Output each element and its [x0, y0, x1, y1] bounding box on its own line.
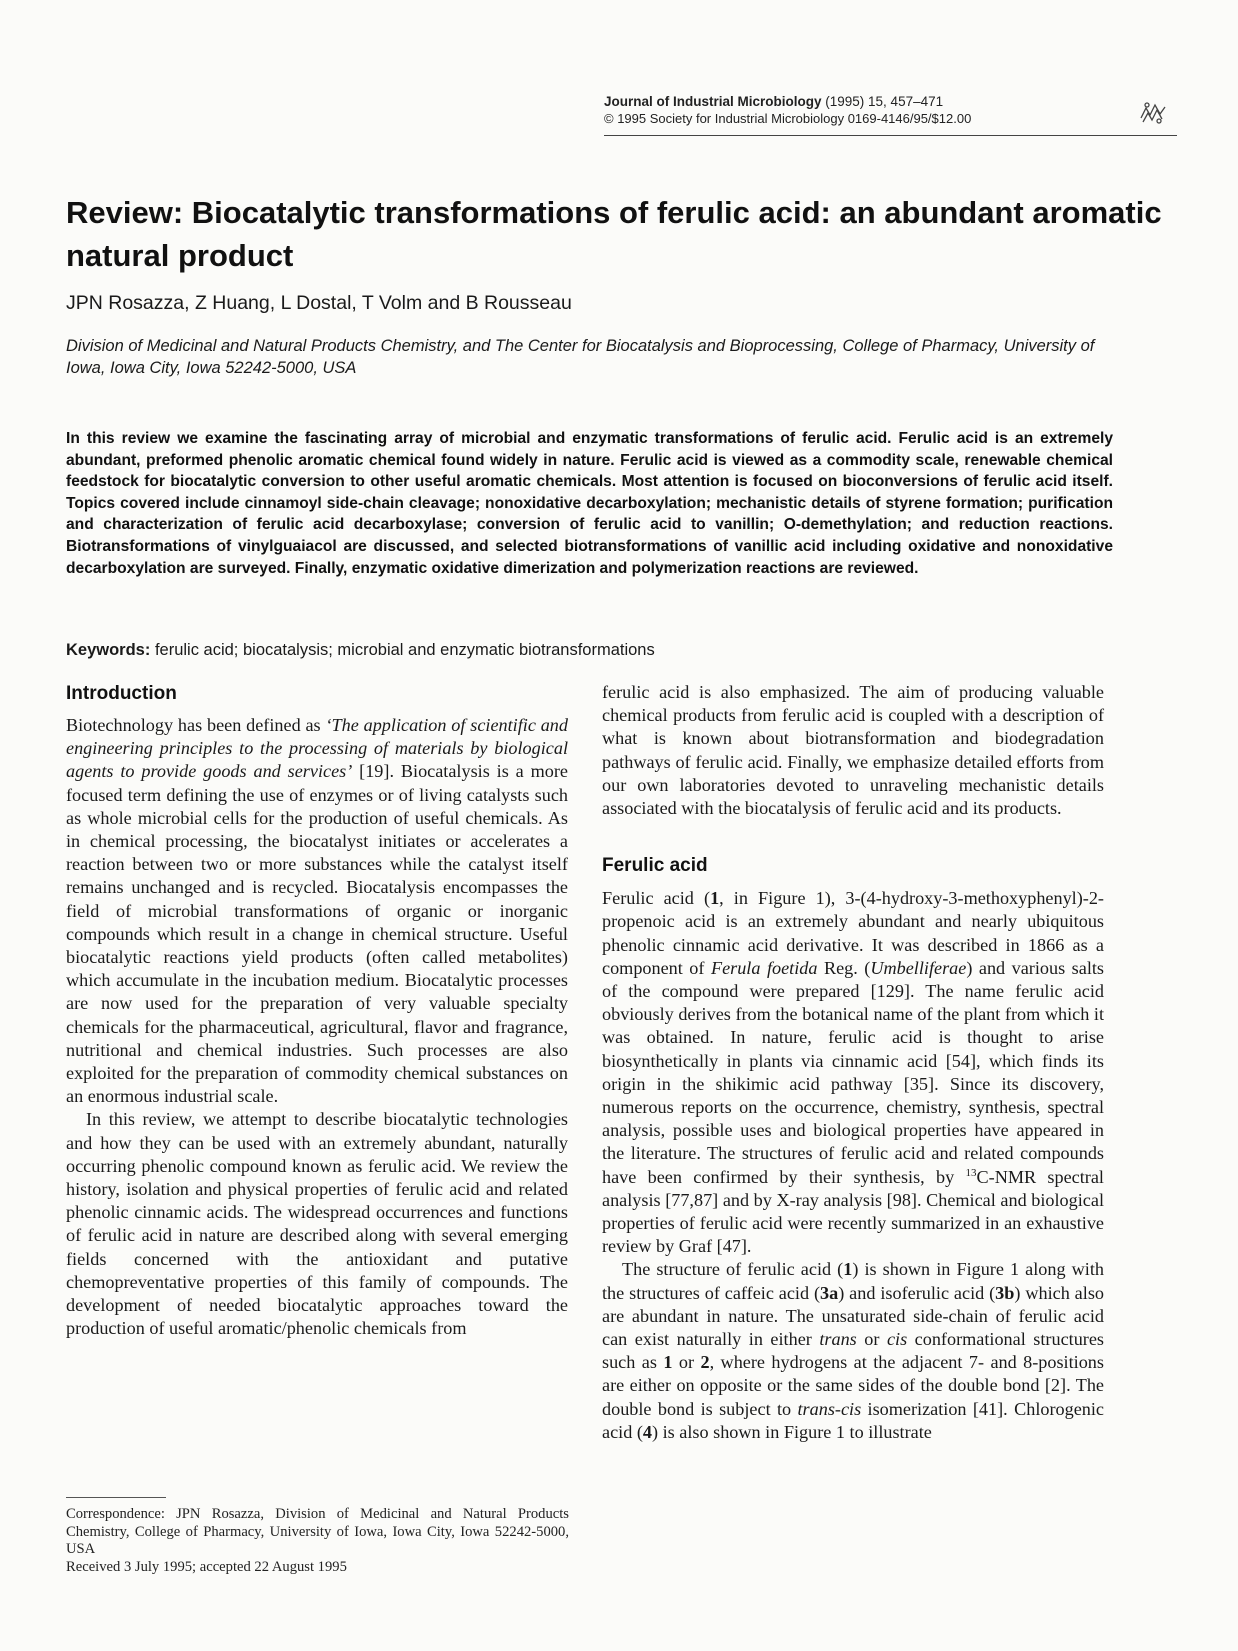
- compound-number: 4: [642, 1421, 652, 1442]
- stereo-term: cis: [886, 1329, 908, 1350]
- section-heading-ferulic-acid: Ferulic acid: [602, 855, 708, 877]
- body-text: isomerization [41]. Chlorogenic acid (: [602, 1398, 1104, 1442]
- ferulic-paragraph-1: [602, 887, 1104, 1258]
- abstract: In this review we examine the fascinating array of microbial and enzymatic transformations of ferulic acid. Ferulic acid is an extremely abundant, preformed phenolic aromatic chemical found widely in nature. Ferulic acid is viewed as a commodity scale, renewable chemical feedstock for biocatalytic conversion to other useful aromatic chemicals. Most attention is focused on bioconversions of ferulic acid itself. Topics covered include cinnamoyl side-chain cleavage; nonoxidative decarboxylation; mechanistic details of styrene formation; purification and characterization of ferulic acid decarboxylase; conversion of ferulic acid to vanillin; O-demethylation; and reduction reactions. Biotransformations of vinylguaiacol are discussed, and selected biotransformations of vanillic acid including oxidative and nonoxidative decarboxylation are surveyed. Finally, enzymatic oxidative dimerization and polymerization reactions are reviewed.: [66, 430, 1113, 577]
- body-text: conformational structures such as: [602, 1329, 1104, 1373]
- body-text: ) is shown in Figure 1 along with the structures of caffeic acid (: [602, 1259, 1104, 1303]
- journal-citation: [604, 93, 1164, 110]
- body-text: Ferulic acid (: [602, 888, 711, 909]
- family-name: Umbelliferae: [870, 957, 967, 978]
- intro-paragraph-2: In this review, we attempt to describe biocatalytic technologies and how they can be used with an extremely abundant, naturally occurring phenolic compound known as ferulic acid. We review the history, isolation and physical properties of ferulic acid and related phenolic cinnamic acids. The widespread occurrences and functions of ferulic acid in nature are described along with several emerging fields concerned with the antioxidant and putative chemopreventative properties of this family of compounds. The development of needed biocatalytic approaches toward the production of useful aromatic/phenolic chemicals from: [66, 1109, 568, 1339]
- society-logo-icon: [1138, 100, 1168, 126]
- intro-text: Biotechnology has been defined as: [66, 715, 326, 735]
- journal-name: Journal of Industrial Microbiology: [604, 94, 822, 109]
- article-title: Review: Biocatalytic transformations of ferulic acid: an abundant aromatic natural product: [66, 195, 1162, 273]
- right-column: [602, 681, 1104, 1444]
- correspondence-note: Correspondence: JPN Rosazza, Division of Medicinal and Natural Products Chemistry, College of Pharmacy, University of Iowa, Iowa City, Iowa 52242-5000, USA: [66, 1506, 569, 1558]
- left-column: [66, 682, 568, 1340]
- body-text: The structure of ferulic acid (: [622, 1259, 844, 1280]
- body-text: or: [672, 1352, 701, 1373]
- keywords-list: ferulic acid; biocatalysis; microbial and enzymatic biotransformations: [150, 641, 655, 659]
- stereo-term: trans-cis: [797, 1398, 862, 1419]
- isotope-superscript: 13: [965, 1166, 977, 1179]
- body-text: C-NMR spectral analysis [77,87] and by X-ray analysis [98]. Chemical and biological properties of ferulic acid were recently summarized in an exhaustive review by Graf [47].: [602, 1166, 1104, 1257]
- body-text: or: [856, 1329, 887, 1350]
- stereo-term: trans: [819, 1329, 857, 1350]
- compound-number: 1: [843, 1259, 853, 1280]
- compound-number: 2: [700, 1352, 710, 1373]
- received-dates: Received 3 July 1995; accepted 22 August 1995: [66, 1558, 347, 1575]
- keywords-label: Keywords:: [66, 641, 151, 659]
- body-text: , in Figure 1), 3-(4-hydroxy-3-methoxyphenyl)-2-propenoic acid is an extremely abundant and nearly ubiquitous phenolic cinnamic acid derivative. It was described in 1866 as a component of: [602, 888, 1104, 978]
- footnote-rule: [66, 1497, 166, 1498]
- section-heading-introduction: Introduction: [66, 683, 177, 704]
- journal-volume-pages: (1995) 15, 457–471: [821, 94, 944, 109]
- journal-header: [604, 93, 1164, 127]
- compound-number: 1: [663, 1352, 673, 1373]
- body-text: ) and various salts of the compound were prepared [129]. The name ferulic acid obviously derives from the botanical name of the plant from which it was obtained. In nature, ferulic acid is thought to arise biosynthetically in plants via cinnamic acid [54], which finds its origin in the shikimic acid pathway [35]. Since its discovery, numerous reports on the occurrence, chemistry, synthesis, spectral analysis, possible uses and biological properties have appeared in the literature. The structures of ferulic acid and related compounds have been confirmed by their synthesis, by: [602, 957, 1104, 1187]
- ferulic-paragraph-2: [602, 1258, 1104, 1444]
- body-text: ) is also shown in Figure 1 to illustrate: [652, 1421, 932, 1442]
- body-text: ) which also are abundant in nature. The unsaturated side-chain of ferulic acid can exist naturally in either: [602, 1282, 1104, 1350]
- compound-number: 1: [710, 888, 720, 909]
- definition-quote: ‘The application of scientific and engineering principles to the processing of materials by biological agents to provide goods and services’: [66, 715, 568, 782]
- affiliation: Division of Medicinal and Natural Products Chemistry, and The Center for Biocatalysis and Bioprocessing, College of Pharmacy, University of Iowa, Iowa City, Iowa 52242-5000, USA: [66, 337, 1095, 377]
- intro-paragraph-2-continued: ferulic acid is also emphasized. The aim of producing valuable chemical products from ferulic acid is coupled with a description of what is known about biotransformation and biodegradation pathways of ferulic acid. Finally, we emphasize detailed efforts from our own laboratories devoted to unraveling mechanistic details associated with the biocatalysis of ferulic acid and its products.: [602, 682, 1104, 819]
- body-text: , where hydrogens at the adjacent 7- and 8-positions are either on opposite or the same sides of the double bond [2]. The double bond is subject to: [602, 1352, 1104, 1419]
- species-name: Ferula foetida: [710, 957, 818, 978]
- compound-number: 3b: [995, 1282, 1015, 1303]
- intro-text: [19]. Biocatalysis is a more focused term defining the use of enzymes or of living catalysts such as whole microbial cells for the production of useful chemicals. As in chemical processing, the biocatalyst initiates or accelerates a reaction between two or more substances while the catalyst itself remains unchanged and is recycled. Biocatalysis encompasses the field of microbial transformations of organic or inorganic compounds which result in a change in chemical structure. Useful biocatalytic reactions yield products (often called metabolites) which accumulate in the incubation medium. Biocatalytic processes are now used for the preparation of very valuable specialty chemicals for the pharmaceutical, agricultural, flavor and fragrance, nutritional and chemical industries. Such processes are also exploited for the preparation of commodity chemical substances on an enormous industrial scale.: [66, 761, 568, 1107]
- body-text: ) and isoferulic acid (: [838, 1282, 996, 1303]
- intro-paragraph-1: [66, 714, 568, 1108]
- footnote: [66, 1506, 569, 1576]
- author-list: JPN Rosazza, Z Huang, L Dostal, T Volm and B Rousseau: [66, 292, 572, 314]
- compound-number: 3a: [820, 1282, 839, 1303]
- body-text: Reg. (: [817, 957, 871, 978]
- header-rule: [604, 135, 1177, 136]
- copyright-line: © 1995 Society for Industrial Microbiology 0169-4146/95/$12.00: [604, 111, 972, 126]
- keywords: [66, 641, 655, 660]
